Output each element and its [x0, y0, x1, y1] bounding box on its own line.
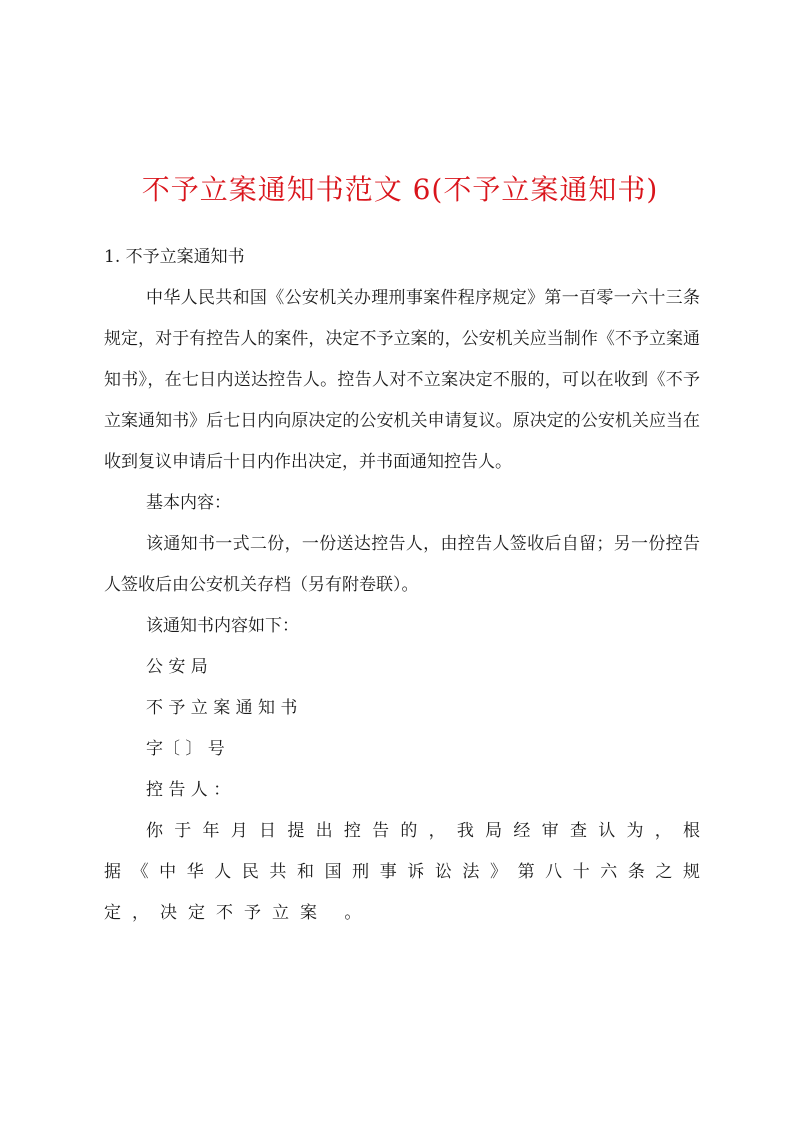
notice-name-line: 不 予 立 案 通 知 书 — [146, 698, 298, 718]
section-heading: 1. 不予立案通知书 — [104, 247, 245, 267]
complainant-line: 控 告 人 ： — [146, 780, 231, 800]
document-title: 不予立案通知书范文 6(不予立案通知书) — [141, 173, 659, 206]
number-line: 字〔 〕 号 — [146, 739, 225, 759]
notice-body-line-3: 定，决定不予立案 。 — [104, 903, 373, 923]
content-intro: 该通知书内容如下： — [146, 616, 299, 636]
basic-content-label: 基本内容： — [146, 493, 231, 513]
notice-body-line-2: 据《中华人民共和国刑事诉讼法》第八十六条之规 — [104, 862, 700, 882]
document-body — [104, 237, 700, 934]
paragraph-copies: 该通知书一式二份，一份送达控告人，由控告人签收后自留；另一份控告人签收后由公安机关存档（另有附卷联）。 — [104, 534, 700, 595]
paragraph-regulation: 中华人民共和国《公安机关办理刑事案件程序规定》第一百零一六十三条规定，对于有控告人的案件，决定不予立案的，公安机关应当制作《不予立案通知书》，在七日内送达控告人。控告人对不立案决定不服的，可以在收到《不予立案通知书》后七日内向原决定的公安机关申请复议。原决定的公安机关应当在收到复议申请后十日内作出决定，并书面通知控告人。 — [104, 288, 700, 472]
notice-body-line-1: 你于年月日提出控告的，我局经审查认为，根 — [146, 821, 700, 841]
bureau-line: 公 安 局 — [146, 657, 208, 677]
